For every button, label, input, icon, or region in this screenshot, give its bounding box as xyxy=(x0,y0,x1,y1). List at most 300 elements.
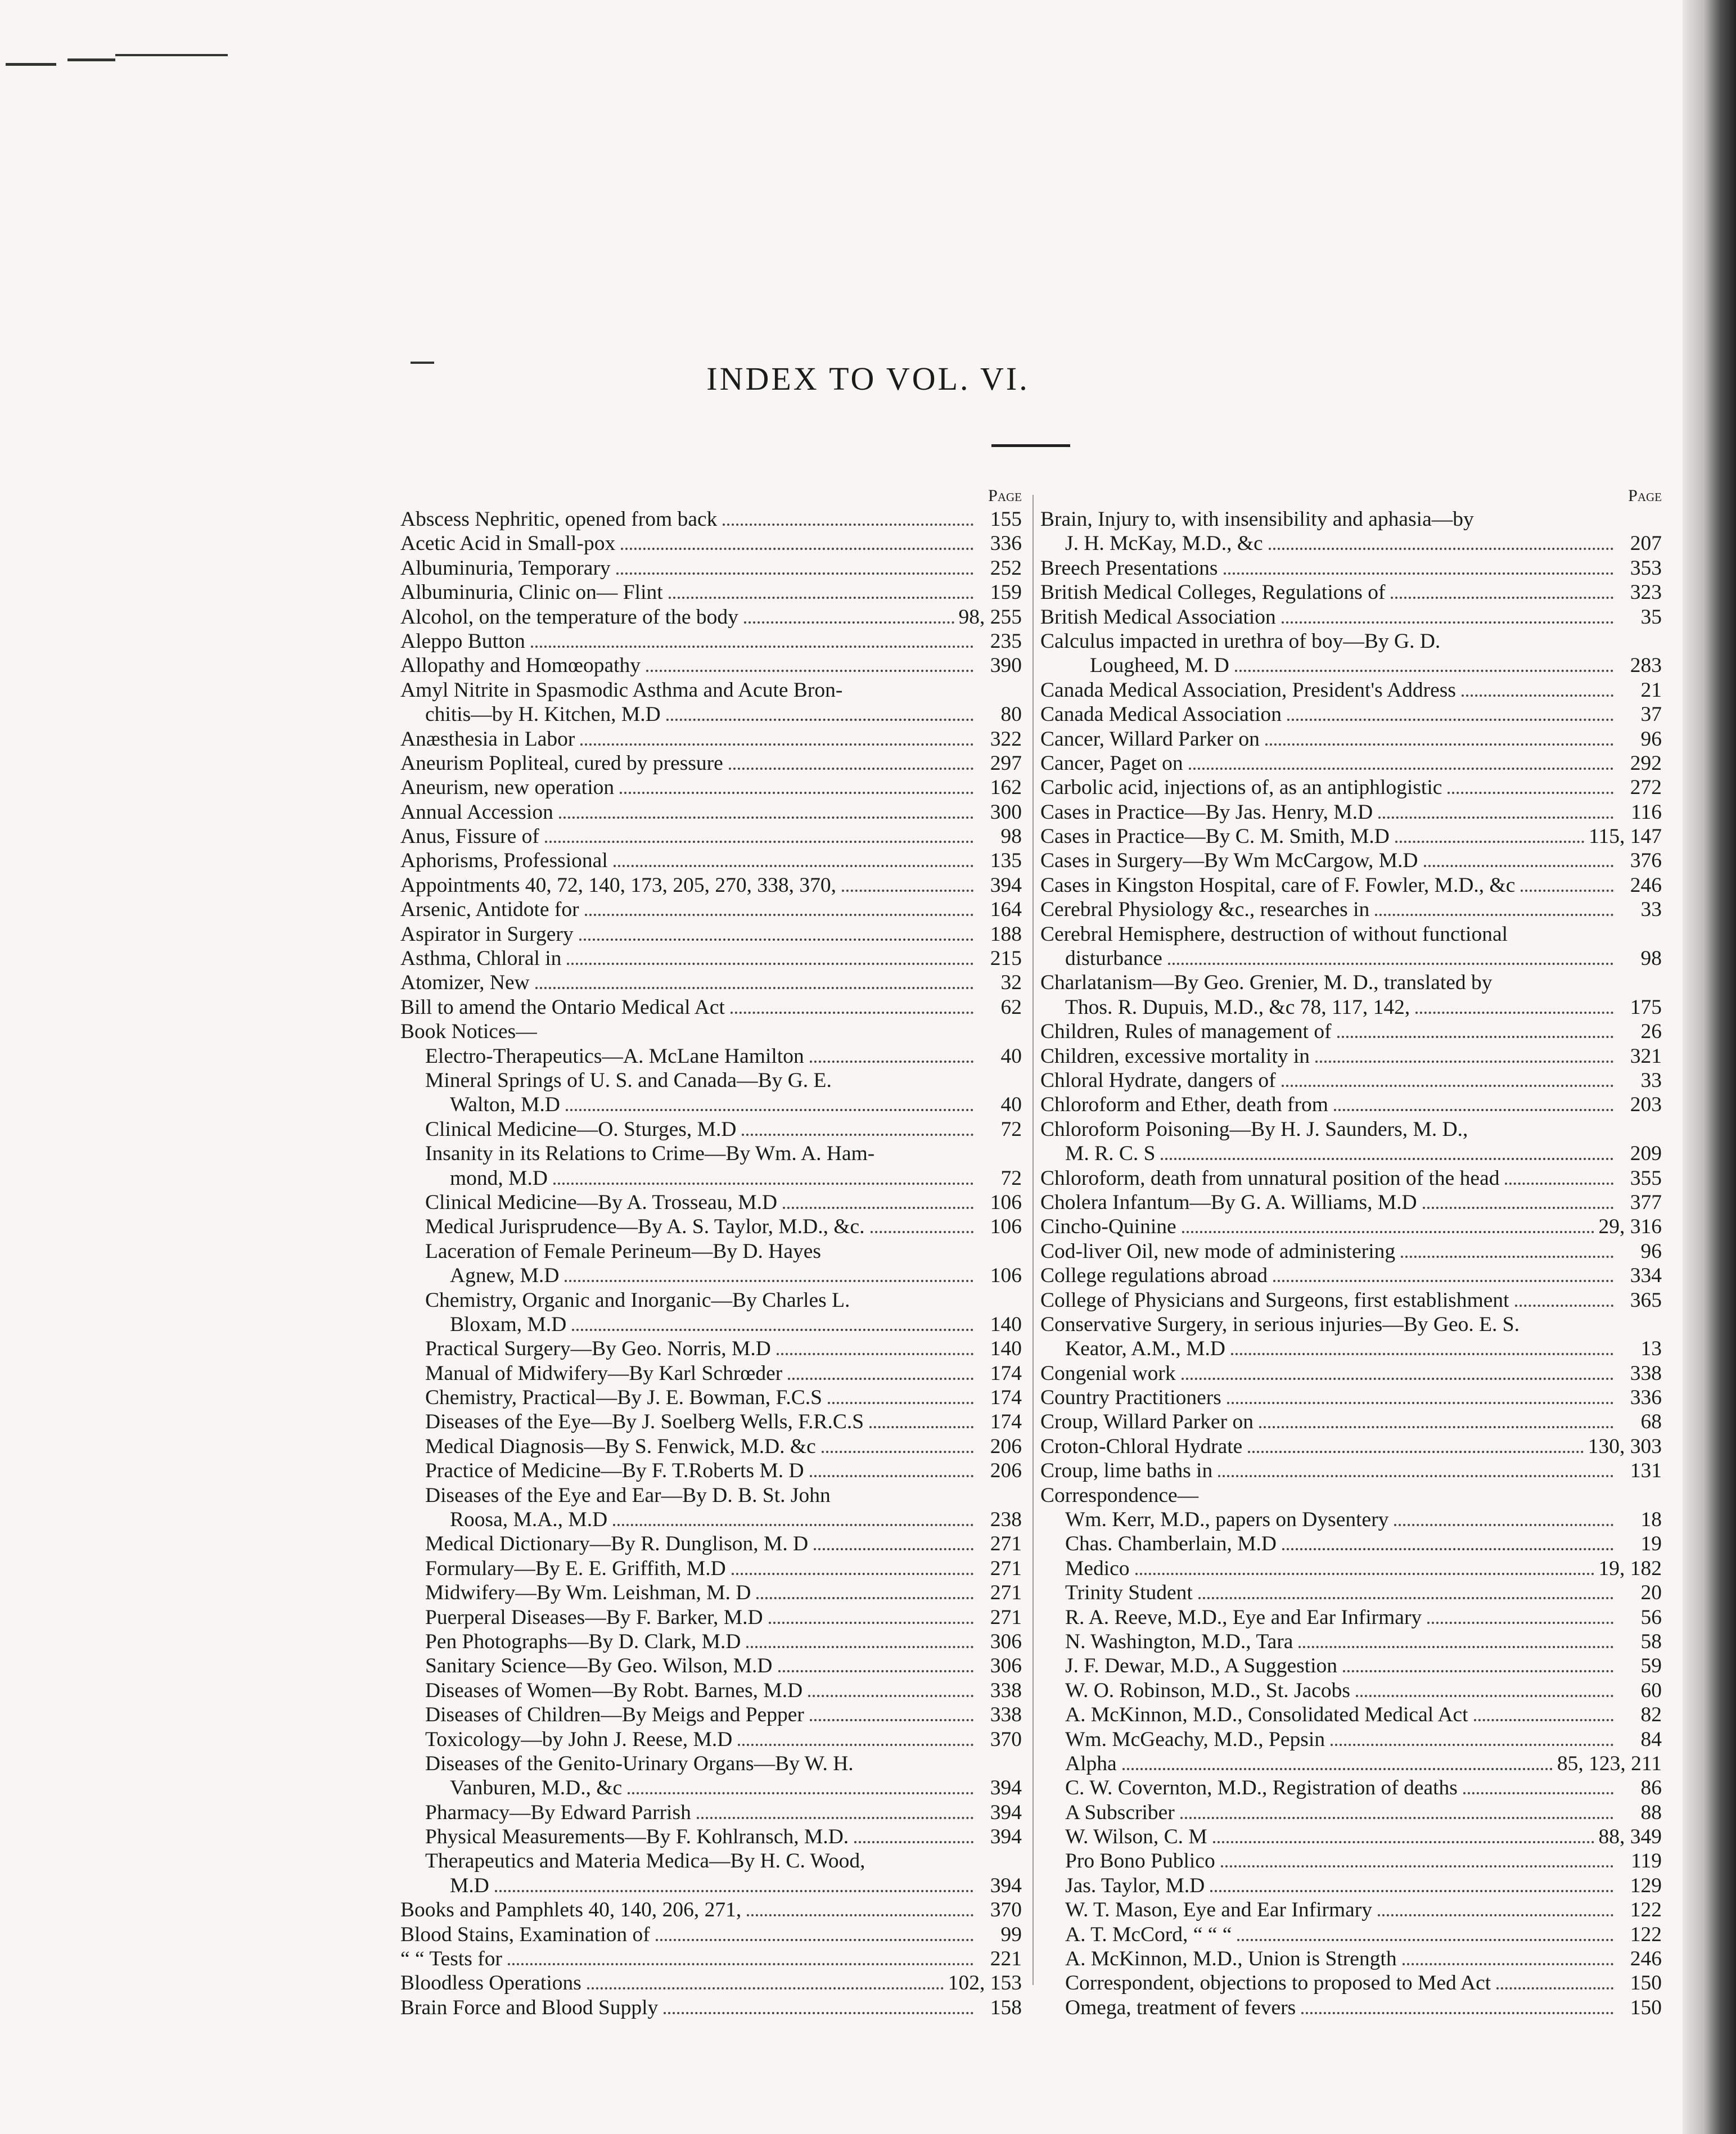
dot-leader xyxy=(777,1353,973,1355)
dot-leader xyxy=(1269,548,1613,550)
entry-page-number: 390 xyxy=(990,654,1022,678)
dot-leader xyxy=(810,1719,973,1721)
entry-title: Cod-liver Oil, new mode of administering xyxy=(1040,1239,1396,1263)
entry-page-number: 283 xyxy=(1630,654,1662,678)
entry-page-number: 115, 147 xyxy=(1589,825,1662,849)
entry-page-number: 394 xyxy=(990,1776,1022,1800)
entry-title: Diseases of the Eye and Ear—By D. B. St. John xyxy=(425,1483,831,1507)
entry-page-number: 300 xyxy=(990,800,1022,824)
index-entry xyxy=(1040,1019,1662,1044)
entry-title: M.D xyxy=(450,1874,489,1897)
entry-page-number: 370 xyxy=(990,1727,1022,1751)
entry-title: Albuminuria, Clinic on— Flint xyxy=(400,581,663,604)
entry-page-number: 116 xyxy=(1631,800,1662,824)
margin-mark xyxy=(115,54,228,56)
entry-title: Jas. Taylor, M.D xyxy=(1065,1874,1205,1897)
index-entry xyxy=(1040,1703,1662,1727)
entry-title: Therapeutics and Materia Medica—By H. C. Wood, xyxy=(425,1849,865,1873)
dot-leader xyxy=(1210,1890,1613,1892)
entry-page-number: 19, 182 xyxy=(1598,1556,1662,1580)
dot-leader xyxy=(1221,1865,1613,1867)
page-edge-shadow xyxy=(1683,0,1736,2134)
index-entry xyxy=(400,873,1022,897)
index-entry xyxy=(400,1361,1022,1386)
dot-leader xyxy=(1189,768,1613,770)
dot-leader xyxy=(738,1744,973,1746)
dot-leader xyxy=(565,1280,973,1282)
entry-title: Clinical Medicine—By A. Trosseau, M.D xyxy=(425,1190,778,1214)
dot-leader xyxy=(808,1695,973,1697)
dot-leader xyxy=(620,792,973,794)
index-entry xyxy=(400,1508,1022,1532)
index-entry xyxy=(1040,751,1662,775)
entry-title: Cancer, Paget on xyxy=(1040,751,1183,775)
entry-page-number: 174 xyxy=(990,1410,1022,1434)
entry-title: Clinical Medicine—O. Sturges, M.D xyxy=(425,1117,737,1141)
dot-leader xyxy=(783,1207,973,1209)
entry-page-number: 129 xyxy=(1630,1874,1662,1897)
index-entry xyxy=(400,1874,1022,1898)
dot-leader xyxy=(1331,1744,1613,1746)
index-entry xyxy=(400,1776,1022,1800)
dot-leader xyxy=(656,1939,973,1941)
index-entry xyxy=(400,971,1022,995)
index-entry xyxy=(1040,556,1662,580)
entry-page-number: 306 xyxy=(990,1630,1022,1653)
index-entry xyxy=(400,1849,1022,1873)
index-entry xyxy=(1040,1825,1662,1849)
index-entry xyxy=(1040,1093,1662,1117)
dot-leader xyxy=(788,1378,973,1380)
entry-title: Chemistry, Practical—By J. E. Bowman, F.C.S xyxy=(425,1386,822,1410)
index-entry xyxy=(1040,1727,1662,1752)
entry-page-number: 297 xyxy=(990,751,1022,775)
margin-mark xyxy=(6,63,56,66)
dot-leader xyxy=(1403,1963,1613,1965)
entry-page-number: 80 xyxy=(1000,703,1022,727)
dot-leader xyxy=(1474,1719,1613,1721)
entry-title: Cases in Practice—By Jas. Henry, M.D xyxy=(1040,800,1373,824)
entry-title: Wm. Kerr, M.D., papers on Dysentery xyxy=(1065,1508,1389,1532)
entry-title: Canada Medical Association, President's Address xyxy=(1040,678,1456,702)
entry-title: Calculus impacted in urethra of boy—By G. D. xyxy=(1040,629,1441,653)
entry-page-number: 394 xyxy=(990,1801,1022,1824)
index-entry xyxy=(1040,1361,1662,1386)
index-entry xyxy=(1040,1605,1662,1630)
entry-page-number: 58 xyxy=(1640,1630,1662,1653)
entry-title: Children, excessive mortality in xyxy=(1040,1044,1310,1068)
entry-page-number: 292 xyxy=(1630,751,1662,775)
dot-leader xyxy=(1282,621,1613,624)
index-entry xyxy=(400,1947,1022,1971)
dot-leader xyxy=(1394,1524,1613,1526)
dot-leader xyxy=(1282,1085,1613,1087)
entry-title: W. Wilson, C. M xyxy=(1065,1825,1207,1849)
index-entry xyxy=(400,1434,1022,1459)
entry-page-number: 271 xyxy=(990,1532,1022,1556)
page-column-heading: Page xyxy=(1628,486,1662,505)
entry-page-number: 334 xyxy=(1630,1264,1662,1288)
entry-title: Conservative Surgery, in serious injuries—By Geo. E. S. xyxy=(1040,1312,1519,1336)
index-entry xyxy=(400,1044,1022,1068)
index-entry xyxy=(400,1166,1022,1190)
entry-page-number: 37 xyxy=(1640,703,1662,727)
entry-title: Diseases of the Eye—By J. Soelberg Wells, F.R.C.S xyxy=(425,1410,864,1434)
dot-leader xyxy=(664,2012,973,2014)
index-entry xyxy=(1040,1581,1662,1605)
dot-leader xyxy=(616,572,973,575)
index-entry xyxy=(1040,824,1662,849)
index-entry xyxy=(400,1337,1022,1361)
index-entry xyxy=(400,556,1022,580)
dot-leader xyxy=(1515,1305,1613,1307)
entry-title: Aspirator in Surgery xyxy=(400,922,574,946)
entry-title: Bloxam, M.D xyxy=(450,1312,567,1336)
entry-title: Aneurism, new operation xyxy=(400,776,615,800)
entry-title: W. T. Mason, Eye and Ear Infirmary xyxy=(1065,1898,1373,1922)
entry-page-number: 131 xyxy=(1630,1459,1662,1483)
index-entry xyxy=(1040,507,1662,531)
entry-page-number: 21 xyxy=(1640,678,1662,702)
entry-title: Pharmacy—By Edward Parrish xyxy=(425,1801,691,1824)
margin-mark xyxy=(67,58,115,61)
dot-leader xyxy=(1463,1792,1613,1794)
index-entry xyxy=(1040,946,1662,971)
entry-title: Aneurism Popliteal, cured by pressure xyxy=(400,751,723,775)
index-entry xyxy=(1040,1386,1662,1410)
entry-page-number: 29, 316 xyxy=(1598,1215,1662,1239)
entry-title: Children, Rules of management of xyxy=(1040,1020,1332,1044)
entry-page-number: 96 xyxy=(1640,727,1662,751)
index-entry xyxy=(400,1264,1022,1288)
entry-page-number: 99 xyxy=(1000,1923,1022,1946)
dot-leader xyxy=(778,1670,973,1672)
dot-leader xyxy=(621,548,973,550)
entry-title: Electro-Therapeutics—A. McLane Hamilton xyxy=(425,1044,804,1068)
dot-leader xyxy=(1168,963,1613,965)
entry-title: Allopathy and Homœopathy xyxy=(400,654,641,678)
dot-leader xyxy=(1287,719,1613,721)
entry-page-number: 102, 153 xyxy=(948,1971,1022,1995)
dot-leader xyxy=(580,743,973,746)
entry-page-number: 164 xyxy=(990,898,1022,922)
entry-title: N. Washington, M.D., Tara xyxy=(1065,1630,1293,1653)
dot-leader xyxy=(567,963,973,965)
dot-leader xyxy=(854,1841,973,1843)
entry-title: Cases in Surgery—By Wm McCargow, M.D xyxy=(1040,849,1418,873)
entry-page-number: 394 xyxy=(990,1825,1022,1849)
entry-page-number: 306 xyxy=(990,1654,1022,1678)
entry-title: disturbance xyxy=(1065,947,1162,971)
entry-page-number: 336 xyxy=(1630,1386,1662,1410)
dot-leader xyxy=(1415,1012,1613,1014)
entry-page-number: 122 xyxy=(1630,1923,1662,1946)
index-entry xyxy=(1040,1508,1662,1532)
entry-page-number: 85, 123, 211 xyxy=(1557,1752,1662,1775)
index-entry xyxy=(1040,1410,1662,1434)
entry-page-number: 376 xyxy=(1630,849,1662,873)
title-rule xyxy=(991,444,1070,447)
index-entry xyxy=(400,1825,1022,1849)
entry-title: Practice of Medicine—By F. T.Roberts M. D xyxy=(425,1459,804,1483)
entry-page-number: 353 xyxy=(1630,556,1662,580)
dot-leader xyxy=(535,987,973,989)
dot-leader xyxy=(1462,694,1613,697)
dot-leader xyxy=(828,1402,973,1404)
entry-title: Asthma, Chloral in xyxy=(400,947,562,971)
entry-title: Roosa, M.A., M.D xyxy=(450,1508,608,1532)
entry-page-number: 60 xyxy=(1640,1679,1662,1702)
index-entry xyxy=(400,1630,1022,1654)
dot-leader xyxy=(1227,1402,1613,1404)
index-entry xyxy=(1040,849,1662,873)
index-entry xyxy=(400,580,1022,604)
entry-page-number: 59 xyxy=(1640,1654,1662,1678)
entry-title: Book Notices— xyxy=(400,1020,537,1044)
entry-page-number: 394 xyxy=(990,873,1022,897)
entry-page-number: 82 xyxy=(1640,1703,1662,1727)
entry-title: mond, M.D xyxy=(450,1166,548,1190)
entry-title: Bill to amend the Ontario Medical Act xyxy=(400,995,725,1019)
entry-title: Appointments 40, 72, 140, 173, 205, 270, 338, 370, xyxy=(400,873,836,897)
index-entry xyxy=(400,1654,1022,1678)
entry-title: Walton, M.D xyxy=(450,1093,560,1117)
entry-title: Chas. Chamberlain, M.D xyxy=(1065,1532,1277,1556)
entry-page-number: 19 xyxy=(1640,1532,1662,1556)
entry-page-number: 130, 303 xyxy=(1588,1434,1662,1458)
index-entry xyxy=(1040,1532,1662,1556)
entry-page-number: 140 xyxy=(990,1312,1022,1336)
entry-page-number: 394 xyxy=(990,1874,1022,1897)
entry-title: College of Physicians and Surgeons, first establishment xyxy=(1040,1288,1509,1312)
entry-title: Toxicology—by John J. Reese, M.D xyxy=(425,1727,733,1751)
entry-page-number: 246 xyxy=(1630,873,1662,897)
index-entry xyxy=(400,605,1022,629)
entry-page-number: 135 xyxy=(990,849,1022,873)
entry-title: Abscess Nephritic, opened from back xyxy=(400,508,718,531)
index-entry xyxy=(400,1483,1022,1508)
entry-title: Correspondent, objections to proposed to Med Act xyxy=(1065,1971,1491,1995)
entry-page-number: 323 xyxy=(1630,581,1662,604)
dot-leader xyxy=(545,841,973,843)
index-entry xyxy=(1040,775,1662,800)
dot-leader xyxy=(869,1426,973,1428)
dot-leader xyxy=(1122,1768,1553,1770)
entry-page-number: 206 xyxy=(990,1434,1022,1458)
index-entry xyxy=(1040,1068,1662,1093)
index-entry xyxy=(1040,1239,1662,1264)
index-entry xyxy=(1040,1971,1662,1995)
entry-page-number: 235 xyxy=(990,629,1022,653)
entry-page-number: 338 xyxy=(990,1679,1022,1702)
dot-leader xyxy=(697,1817,973,1819)
dot-leader xyxy=(572,1329,973,1331)
entry-page-number: 33 xyxy=(1640,898,1662,922)
entry-title: Cincho-Quinine xyxy=(1040,1215,1176,1239)
entry-title: Physical Measurements—By F. Kohlransch, M.D. xyxy=(425,1825,849,1849)
dot-leader xyxy=(613,1524,973,1526)
entry-title: Insanity in its Relations to Crime—By Wm. A. Ham- xyxy=(425,1142,875,1166)
dot-leader xyxy=(1375,914,1613,916)
index-entry xyxy=(1040,531,1662,556)
entry-title: Cholera Infantum—By G. A. Williams, M.D xyxy=(1040,1190,1417,1214)
entry-title: Diseases of the Genito-Urinary Organs—By W. H. xyxy=(425,1752,854,1775)
entry-title: Cerebral Hemisphere, destruction of without functional xyxy=(1040,922,1508,946)
dot-leader xyxy=(1427,1622,1613,1624)
dot-leader xyxy=(723,524,973,526)
entry-page-number: 122 xyxy=(1630,1898,1662,1922)
entry-page-number: 72 xyxy=(1000,1166,1022,1190)
entry-title: Croup, lime baths in xyxy=(1040,1459,1213,1483)
dot-leader xyxy=(1224,572,1613,575)
entry-title: Atomizer, New xyxy=(400,971,530,995)
index-entry xyxy=(400,629,1022,653)
index-entry xyxy=(400,1093,1022,1117)
entry-page-number: 98 xyxy=(1000,825,1022,849)
dot-leader xyxy=(1343,1670,1613,1672)
entry-page-number: 88, 349 xyxy=(1598,1825,1662,1849)
dot-leader xyxy=(871,1231,973,1233)
index-entry xyxy=(400,1605,1022,1630)
entry-page-number: 158 xyxy=(990,1996,1022,2019)
index-entry xyxy=(400,1801,1022,1825)
dot-leader xyxy=(508,1963,973,1965)
index-entry xyxy=(1040,1874,1662,1898)
dot-leader xyxy=(1180,1817,1613,1819)
entry-title: Agnew, M.D xyxy=(450,1264,560,1288)
index-entry xyxy=(1040,1556,1662,1581)
entry-page-number: 238 xyxy=(990,1508,1022,1532)
dot-leader xyxy=(1337,1036,1613,1038)
entry-title: Brain Force and Blood Supply xyxy=(400,1996,659,2019)
entry-title: Croton-Chloral Hydrate xyxy=(1040,1434,1243,1458)
index-entry xyxy=(400,1971,1022,1995)
dot-leader xyxy=(1401,1256,1613,1258)
index-entry xyxy=(1040,971,1662,995)
entry-page-number: 84 xyxy=(1640,1727,1662,1751)
entry-title: R. A. Reeve, M.D., Eye and Ear Infirmary xyxy=(1065,1605,1422,1629)
entry-page-number: 321 xyxy=(1630,1044,1662,1068)
index-entry xyxy=(400,1117,1022,1142)
index-entry xyxy=(1040,1459,1662,1483)
dot-leader xyxy=(822,1451,973,1453)
dot-leader xyxy=(1423,1207,1613,1209)
entry-page-number: 13 xyxy=(1640,1337,1662,1361)
entry-page-number: 252 xyxy=(990,556,1022,580)
entry-title: Brain, Injury to, with insensibility and aphasia—by xyxy=(1040,508,1474,531)
column-divider xyxy=(1032,495,1034,1985)
dot-leader xyxy=(746,1646,973,1648)
entry-title: Practical Surgery—By Geo. Norris, M.D xyxy=(425,1337,771,1361)
entry-page-number: 150 xyxy=(1630,1971,1662,1995)
entry-page-number: 175 xyxy=(1630,995,1662,1019)
index-entry xyxy=(400,1556,1022,1581)
dot-leader xyxy=(1378,1914,1613,1916)
index-entry xyxy=(400,751,1022,775)
entry-title: Aphorisms, Professional xyxy=(400,849,608,873)
entry-page-number: 106 xyxy=(990,1215,1022,1239)
dot-leader xyxy=(742,1134,973,1136)
entry-title: Alpha xyxy=(1065,1752,1117,1775)
entry-page-number: 336 xyxy=(990,532,1022,556)
entry-page-number: 88 xyxy=(1640,1801,1662,1824)
entry-page-number: 174 xyxy=(990,1361,1022,1385)
dot-leader xyxy=(1259,1426,1613,1428)
dot-leader xyxy=(531,646,973,648)
index-entry xyxy=(400,995,1022,1019)
index-column-right xyxy=(1040,485,1662,2020)
entry-page-number: 32 xyxy=(1000,971,1022,995)
index-entry xyxy=(400,922,1022,946)
entry-title: Acetic Acid in Small-pox xyxy=(400,532,616,556)
dot-leader xyxy=(756,1597,973,1599)
entry-title: Aleppo Button xyxy=(400,629,525,653)
index-entry xyxy=(1040,1190,1662,1215)
index-entry xyxy=(400,653,1022,678)
entry-page-number: 150 xyxy=(1630,1996,1662,2019)
dot-leader xyxy=(1298,1646,1613,1648)
index-entry xyxy=(400,507,1022,531)
entry-page-number: 72 xyxy=(1000,1117,1022,1141)
entry-page-number: 271 xyxy=(990,1605,1022,1629)
entry-title: Vanburen, M.D., &c xyxy=(450,1776,623,1800)
entry-title: Arsenic, Antidote for xyxy=(400,898,579,922)
entry-title: Manual of Midwifery—By Karl Schrœder xyxy=(425,1361,783,1385)
index-entry xyxy=(1040,1654,1662,1678)
index-entry xyxy=(400,1215,1022,1239)
index-entry xyxy=(1040,1312,1662,1337)
index-entry xyxy=(400,1532,1022,1556)
dot-leader xyxy=(1248,1451,1583,1453)
entry-title: Canada Medical Association xyxy=(1040,703,1282,727)
index-entry xyxy=(1040,1898,1662,1922)
entry-page-number: 159 xyxy=(990,581,1022,604)
entry-title: Chloral Hydrate, dangers of xyxy=(1040,1068,1276,1092)
entry-title: Cases in Kingston Hospital, care of F. Fowler, M.D., &c xyxy=(1040,873,1516,897)
dot-leader xyxy=(1135,1573,1594,1575)
index-entry xyxy=(1040,702,1662,727)
index-entry xyxy=(1040,678,1662,702)
entry-title: Medical Diagnosis—By S. Fenwick, M.D. &c xyxy=(425,1434,816,1458)
index-entry xyxy=(1040,1630,1662,1654)
entry-page-number: 26 xyxy=(1640,1020,1662,1044)
index-entry xyxy=(400,1068,1022,1093)
dot-leader xyxy=(1448,792,1613,794)
entry-page-number: 96 xyxy=(1640,1239,1662,1263)
entry-title: British Medical Colleges, Regulations of xyxy=(1040,581,1386,604)
entry-page-number: 338 xyxy=(990,1703,1022,1727)
index-column-left xyxy=(400,485,1022,2020)
index-entry xyxy=(1040,1752,1662,1776)
entry-page-number: 86 xyxy=(1640,1776,1662,1800)
index-entry xyxy=(1040,1215,1662,1239)
entry-title: Carbolic acid, injections of, as an antiphlogistic xyxy=(1040,776,1442,800)
dot-leader xyxy=(732,1573,973,1575)
index-entry xyxy=(1040,1264,1662,1288)
index-entry xyxy=(400,1898,1022,1922)
dot-leader xyxy=(729,768,973,770)
entry-page-number: 119 xyxy=(1631,1849,1662,1873)
index-entry xyxy=(400,531,1022,556)
entry-title: Mineral Springs of U. S. and Canada—By G. E. xyxy=(425,1068,832,1092)
entry-title: Congenial work xyxy=(1040,1361,1176,1385)
index-entry xyxy=(1040,1166,1662,1190)
index-entry xyxy=(1040,922,1662,946)
entry-page-number: 162 xyxy=(990,776,1022,800)
entry-title: A. McKinnon, M.D., Union is Strength xyxy=(1065,1947,1397,1971)
index-entry xyxy=(1040,727,1662,751)
index-entry xyxy=(400,1386,1022,1410)
